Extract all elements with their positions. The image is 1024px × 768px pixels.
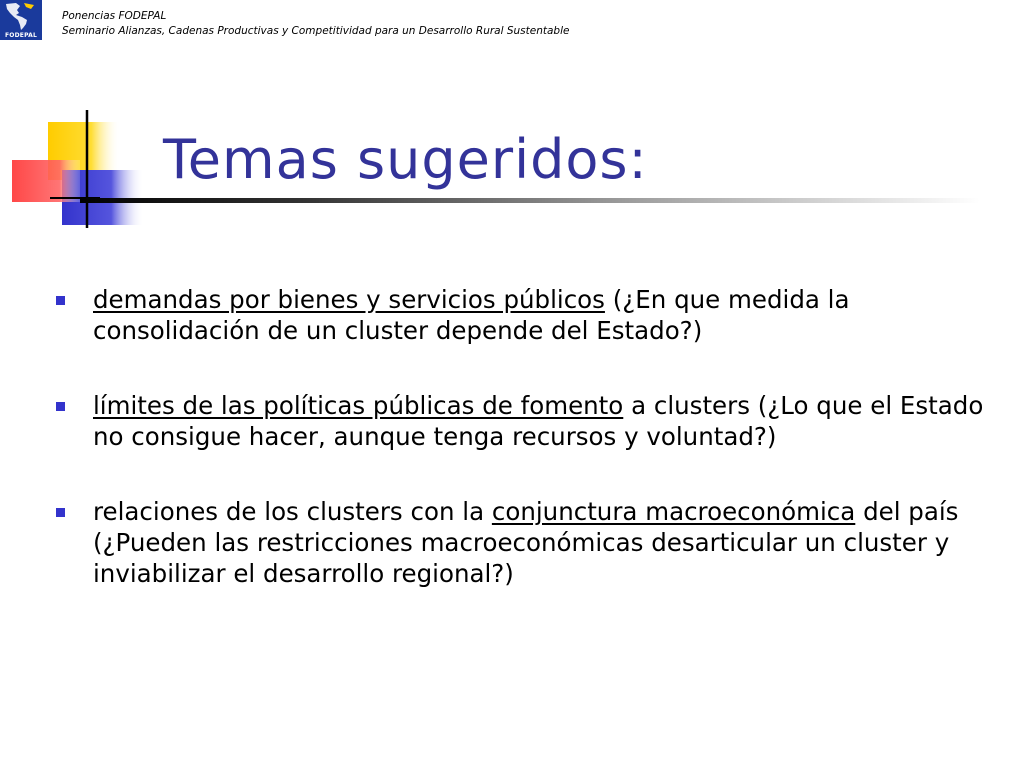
fodepal-logo <box>0 0 42 40</box>
header-line-2: Seminario Alianzas, Cadenas Productivas y Competitividad para un Desarrollo Rural Sustentable <box>62 25 570 37</box>
bullet-1-text: (¿En que medida la consolidación de un cluster depende del Estado?) <box>93 285 850 345</box>
bullet-item-3 <box>55 496 995 589</box>
decorative-squares <box>0 100 160 230</box>
americas-map-icon <box>0 0 42 32</box>
bullet-list <box>55 284 995 589</box>
title-underline-rule <box>80 198 980 203</box>
slide-title: Temas sugeridos: <box>163 128 648 191</box>
bullet-3-text-after: del país (¿Pueden las restricciones macroeconómicas desarticular un cluster y inviabilizar el desarrollo regional?) <box>93 497 959 588</box>
bullet-square-icon <box>56 296 65 305</box>
deco-red-square <box>12 160 80 202</box>
header-line-1: Ponencias FODEPAL <box>62 10 167 22</box>
bullet-item-2 <box>55 390 995 452</box>
bullet-item-1 <box>55 284 995 346</box>
bullet-square-icon <box>56 508 65 517</box>
bullet-3-underlined: conjunctura macroeconómica <box>491 497 856 526</box>
bullet-2-underlined: límites de las políticas públicas de fomento <box>93 391 624 420</box>
header <box>62 9 569 39</box>
bullet-3-text-before: relaciones de los clusters con la <box>93 497 492 526</box>
bullet-1-underlined: demandas por bienes y servicios públicos <box>93 285 605 314</box>
bullet-square-icon <box>56 402 65 411</box>
bullet-2-text: a clusters (¿Lo que el Estado no consigue hacer, aunque tenga recursos y voluntad?) <box>93 391 984 451</box>
logo-label: FODEPAL <box>5 32 37 39</box>
